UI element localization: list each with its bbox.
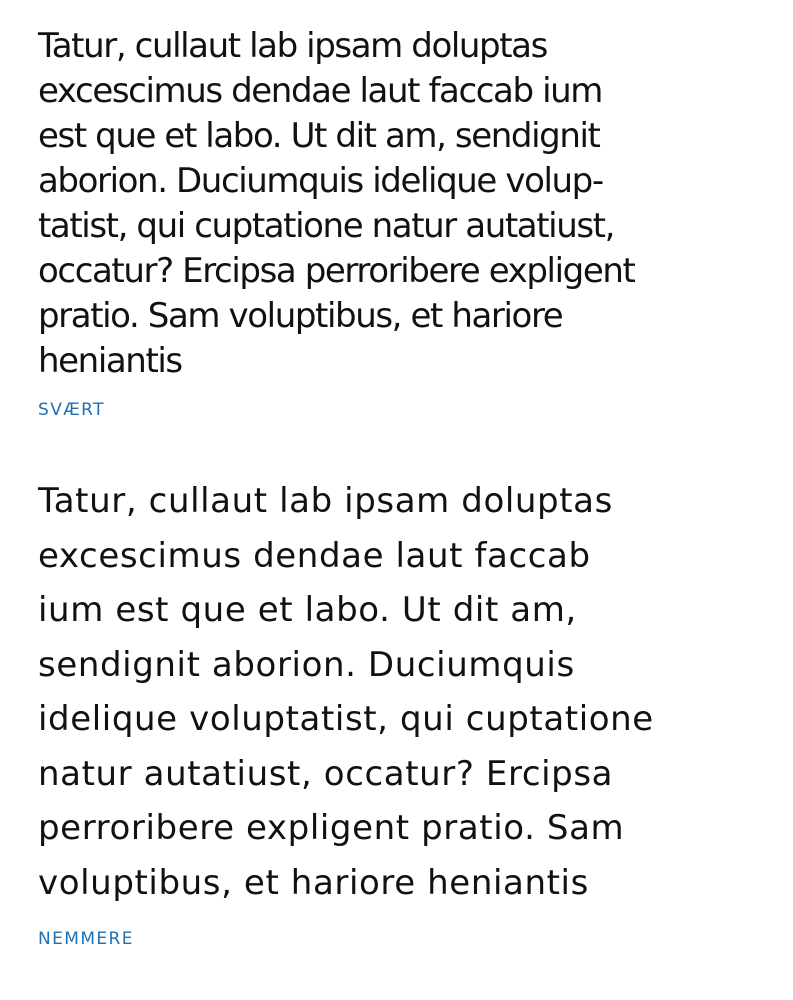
text-line: pratio. Sam voluptibus, et hariore <box>38 296 563 336</box>
text-line: perroribere expligent pratio. Sam <box>38 808 625 848</box>
text-line: occatur? Ercipsa perroribere expligent <box>38 251 635 291</box>
text-line: aborion. Duciumquis idelique volup- <box>38 161 603 201</box>
text-line: Tatur, cullaut lab ipsam doluptas <box>38 481 613 521</box>
hard-text-sample <box>38 24 778 384</box>
text-line: est que et labo. Ut dit am, sendignit <box>38 116 600 156</box>
text-line: voluptibus, et hariore heniantis <box>38 862 589 903</box>
text-line: Tatur, cullaut lab ipsam doluptas <box>38 26 547 66</box>
text-line: idelique voluptatist, qui cuptatione <box>38 699 654 739</box>
easy-sample-label: NEMMERE <box>38 929 134 949</box>
text-line: sendignit aborion. Duciumquis <box>38 644 575 685</box>
text-line: natur autatiust, occatur? Ercipsa <box>38 753 614 794</box>
text-line: ium est que et labo. Ut dit am, <box>38 590 577 630</box>
hard-sample-label: SVÆRT <box>38 400 105 420</box>
easy-text-sample <box>38 474 778 910</box>
text-line: heniantis <box>38 341 182 381</box>
text-line: tatist, qui cuptatione natur autatiust, <box>38 206 615 246</box>
text-line: excescimus dendae laut faccab ium <box>38 71 602 111</box>
text-line: excescimus dendae laut faccab <box>38 535 591 576</box>
